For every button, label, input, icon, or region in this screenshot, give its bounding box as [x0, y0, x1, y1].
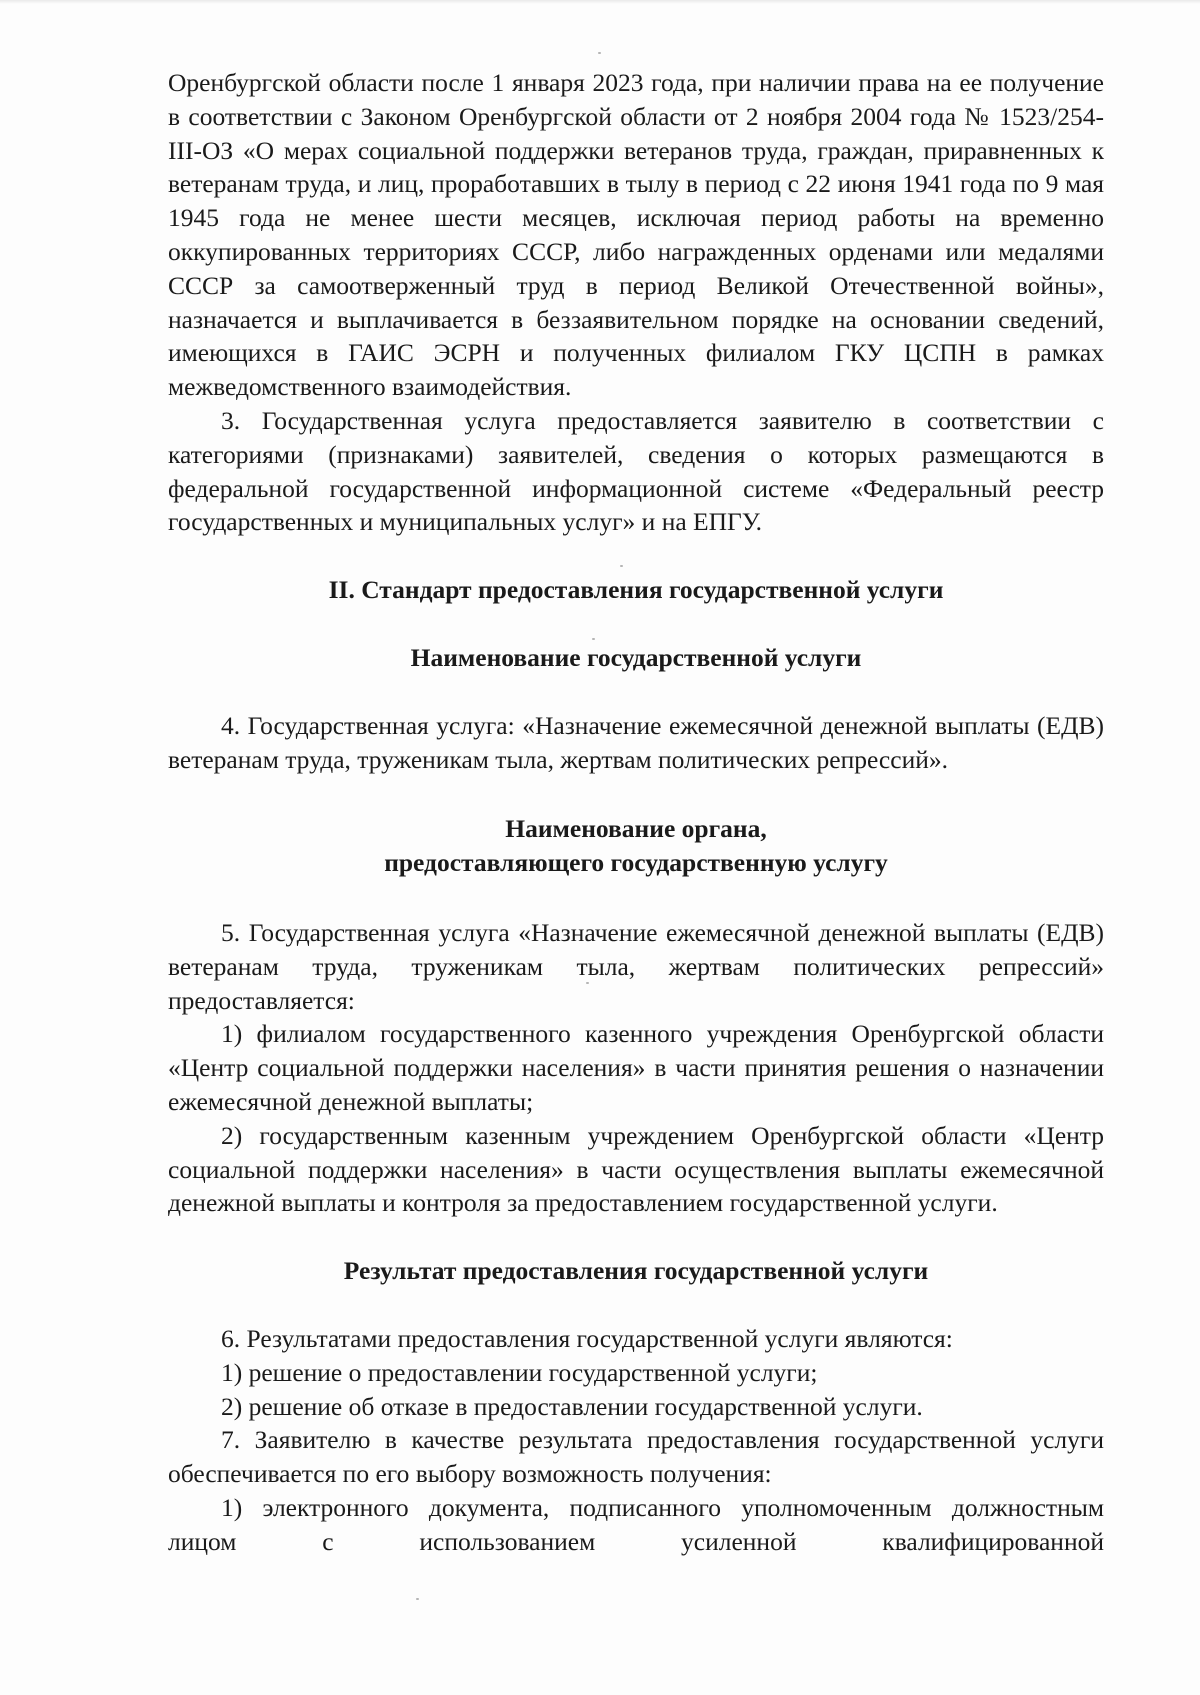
paragraph-item-4: 4. Государственная услуга: «Назначение ежемесячной денежной выплаты (ЕДВ) ветеранам труда, труженикам тыла, жертвам политических репрессий».	[168, 710, 1104, 774]
paragraph-item-7-1: 1) электронного документа, подписанного уполномоченным должностным лицом с использованием усиленной квалифицированной	[168, 1492, 1104, 1556]
scan-speck	[598, 52, 601, 54]
scan-speck	[592, 638, 595, 640]
paragraph-item-5-2: 2) государственным казенным учреждением Оренбургской области «Центр социальной поддержки населения» в части осуществления выплаты ежемесячной денежной выплаты и контроля за предоставлением государственной услуги.	[168, 1120, 1104, 1218]
paragraph-item-5: 5. Государственная услуга «Назначение ежемесячной денежной выплаты (ЕДВ) ветеранам труда, труженикам тыла, жертвам политических репрессий» предоставляется:	[168, 917, 1104, 1015]
sub-heading-service-name: Наименование государственной услуги	[410, 642, 862, 672]
paragraph-item-6-1: 1) решение о предоставлении государственной услуги;	[221, 1357, 818, 1387]
scan-speck	[586, 982, 589, 984]
scan-speck	[620, 565, 623, 567]
scan-speck	[416, 1598, 419, 1600]
section-heading: II. Стандарт предоставления государственной услуги	[328, 575, 944, 605]
paragraph-item-6: 6. Результатами предоставления государственной услуги являются:	[221, 1323, 953, 1353]
sub-heading-result: Результат предоставления государственной услуги	[343, 1256, 929, 1286]
paragraph-item-6-2: 2) решение об отказе в предоставлении государственной услуги.	[221, 1391, 923, 1421]
sub-heading-org-line-1: Наименование органа,	[505, 814, 767, 844]
sub-heading-org-line-2: предоставляющего государственную услугу	[384, 848, 888, 878]
intro-paragraph: Оренбургской области после 1 января 2023 года, при наличии права на ее получение в соответствии с Законом Оренбургской области от 2 ноября 2004 года № 1523/254-III-ОЗ «О мерах социальной поддержки ветеранов труда, граждан, приравненных к ветеранам труда, и лиц, проработавших в тылу в период с 22 июня 1941 года по 9 мая 1945 года не менее шести месяцев, исключая период работы на временно оккупированных территориях СССР, либо награжденных орденами или медалями СССР за самоотверженный труд в период Великой Отечественной войны», назначается и выплачивается в беззаявительном порядке на основании сведений, имеющихся в ГАИС ЭСРН и полученных филиалом ГКУ ЦСПН в рамках межведомственного взаимодействия.	[168, 68, 1104, 402]
paragraph-item-7: 7. Заявителю в качестве результата предоставления государственной услуги обеспечивается по его выбору возможность получения:	[168, 1425, 1104, 1489]
paragraph-item-3: 3. Государственная услуга предоставляется заявителю в соответствии с категориями (признаками) заявителей, сведения о которых размещаются в федеральной государственной информационной системе «Федеральный реестр государственных и муниципальных услуг» и на ЕПГУ.	[168, 405, 1104, 537]
paragraph-item-5-1: 1) филиалом государственного казенного учреждения Оренбургской области «Центр социальной поддержки населения» в части принятия решения о назначении ежемесячной денежной выплаты;	[168, 1019, 1104, 1116]
scan-edge-shadow	[0, 0, 1200, 4]
